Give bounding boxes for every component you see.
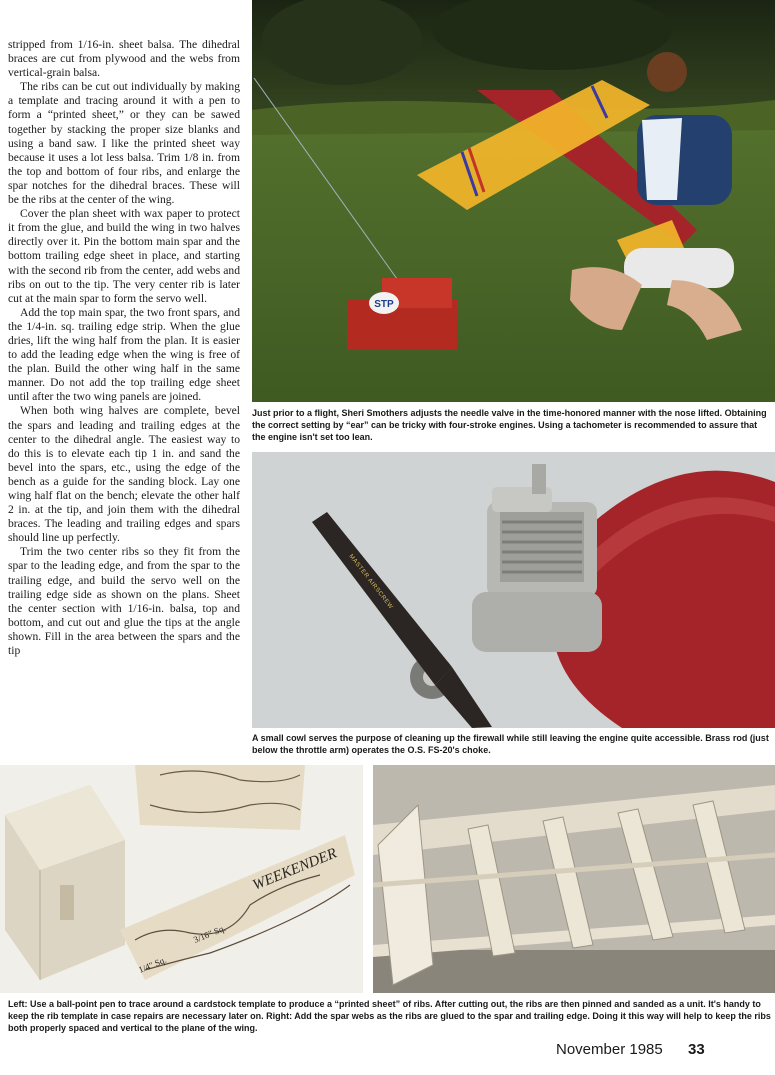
flight-photo-illustration	[252, 0, 775, 402]
rib-sheet-photo	[0, 765, 363, 993]
flight-photo-caption: Just prior to a flight, Sheri Smothers adjusts the needle valve in the time-honored manner with the nose lifted. Obtaining the correct setting by “ear” can be tricky with four-stroke engines. Using a tachometer is recommended to assure that the engine isn't set too lean.	[252, 408, 767, 443]
wing-frame-illustration	[373, 765, 775, 993]
paragraph: Cover the plan sheet with wax paper to protect it from the glue, and build the wing in two halves directly over it. Pin the bottom main spar and the bottom trailing edge sheet in place, and starting with the second rib from the center, add webs and ribs on out to the tip. The very center rib is later cut at the main spar to form the servo well.	[8, 207, 240, 305]
flight-photo	[252, 0, 775, 402]
page-number: 33	[688, 1041, 705, 1058]
paragraph: Trim the two center ribs so they fit from the spar to the leading edge, and from the spar to the trailing edge, and build the servo well on the trailing edge side as shown on the plans. Sheet the center section with 1/16-in. balsa, top and bottom, and cut out and glue the tips at the angle shown. Fill in the area between the spars and the tip	[8, 545, 240, 658]
rib-sheet-label: WEEKENDER	[250, 845, 340, 894]
paragraph: When both wing halves are complete, bevel the spars and leading and trailing edges at the center to the dihedral angle. The easiest way to do this is to elevate each tip 1 in. and sand the bevel into the spars, etc., using the edge of the bench as a guide for the sanding block. Lay one wing half flat on the bench; elevate the other half 2 in. at the tip, and join them with the dihedral braces. The leading and trailing edges and spars should line up perfectly.	[8, 404, 240, 545]
article-body	[8, 38, 240, 658]
stp-logo: STP	[374, 299, 394, 310]
paragraph: Add the top main spar, the two front spars, and the 1/4-in. sq. trailing edge strip. When the glue dries, lift the wing half from the plan. It is easier to add the leading edge when the wing is free of the plan. Build the other wing half in the same manner. Do not add the top trailing edge sheet until after the two wing panels are joined.	[8, 305, 240, 404]
paragraph: The ribs can be cut out individually by making a template and tracing around it with a pen to form a “printed sheet,” or they can be sawed together by stacking the proper size blanks and using a band saw. I like the printed sheet way because it uses a lot less balsa. Trim 1/8 in. from the top and bottom of four ribs, and enlarge the spar notches for the dihedral braces. These will be the ribs at the center of the wing.	[8, 80, 240, 207]
rib-sheet-dim-a: 3/16" Sq.	[192, 922, 227, 945]
rib-photos-caption: Left: Use a ball-point pen to trace around a cardstock template to produce a “printed sheet” of ribs. After cutting out, the ribs are then pinned and sanded as a unit. It's handy to keep the rib template in case repairs are necessary later on. Right: Add the spar webs as the ribs are glued to the spar and trailing edge. Doing it this way will help to keep the ribs both properly spaced and vertical to the plane of the wing.	[8, 999, 771, 1034]
wing-frame-photo	[373, 765, 775, 993]
engine-photo-illustration	[252, 452, 775, 728]
engine-photo-caption: A small cowl serves the purpose of cleaning up the firewall while still leaving the engine quite accessible. Brass rod (just below the throttle arm) operates the O.S. FS-20's choke.	[252, 733, 769, 756]
rib-sheet-dim-b: 1/4" Sq.	[137, 954, 168, 975]
engine-photo	[252, 452, 775, 728]
issue-date: November 1985	[556, 1041, 663, 1058]
prop-label: MASTER AIRSCREW	[347, 553, 394, 611]
rib-sheet-illustration	[0, 765, 363, 993]
paragraph: stripped from 1/16-in. sheet balsa. The dihedral braces are cut from plywood and the webs from vertical-grain balsa.	[8, 38, 240, 80]
